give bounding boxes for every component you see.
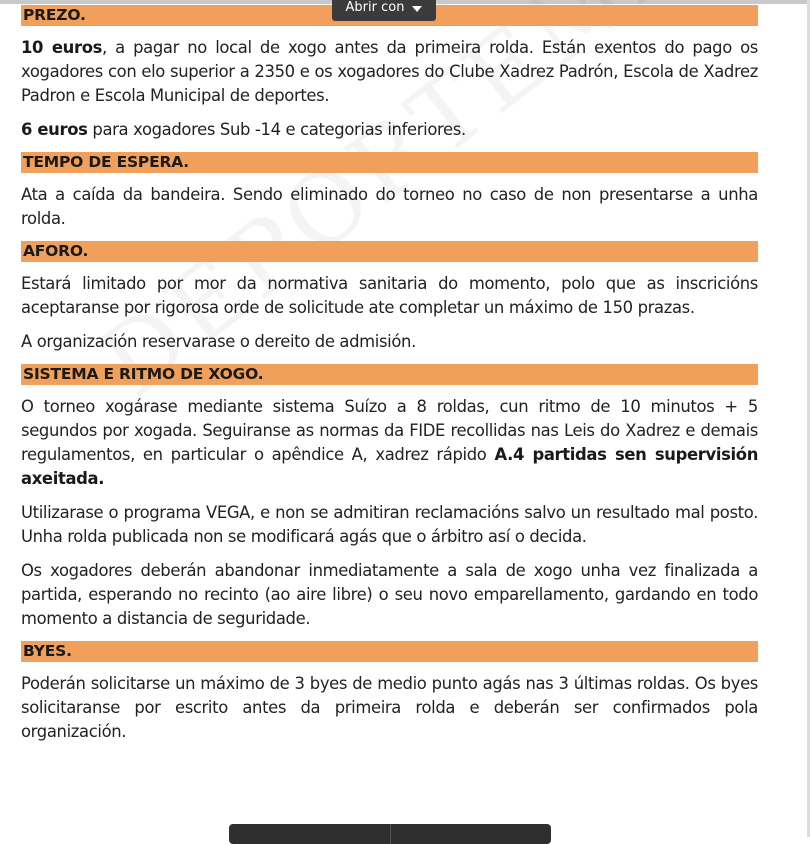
prezo-paragraph-1: [21, 36, 758, 108]
open-with-button[interactable]: [332, 0, 436, 21]
sistema-paragraph-2: Utilizarase o programa VEGA, e non se admitiran reclamacións salvo un resultado mal posto. Unha rolda publicada non se modificará agás que o árbitro así o decida.: [21, 503, 758, 546]
heading-aforo: AFORO.: [21, 241, 758, 262]
aforo-paragraph-2: A organización reservarase o dereito de admisión.: [21, 332, 416, 351]
prezo-price-junior-text: para xogadores Sub -14 e categorias inferiores.: [87, 120, 466, 139]
prezo-price-adult: 10 euros: [21, 38, 103, 57]
aforo-paragraph-1: Estará limitado por mor da normativa sanitaria do momento, polo que as inscricións aceptaranse por rigorosa orde de solicitude ate completar un máximo de 150 prazas.: [21, 274, 758, 317]
open-with-label: Abrir con: [345, 0, 405, 15]
tempo-paragraph-1: Ata a caída da bandeira. Sendo eliminado do torneo no caso de non presentarse a unha rolda.: [21, 185, 758, 228]
sistema-paragraph-1: [21, 395, 758, 491]
viewer-bottom-toolbar[interactable]: [229, 824, 551, 844]
byes-paragraph-1: Poderán solicitarse un máximo de 3 byes de medio punto agás nas 3 últimas roldas. Os byes solicitaranse por escrito antes da primeira rolda e deberán ser confirmados pola organización.: [21, 674, 758, 741]
prezo-paragraph-2: [21, 118, 758, 142]
sistema-paragraph-1-text: O torneo xogárase mediante sistema Suízo a 8 roldas, cun ritmo de 10 minutos + 5 segundos por xogada. Seguiranse as normas da FIDE recollidas nas Leis do Xadrez e demais regulamentos, en particular o apêndice A, xadrez rápido: [21, 397, 758, 464]
heading-sistema: SISTEMA E RITMO DE XOGO.: [21, 364, 758, 385]
document-content: [21, 5, 758, 754]
sistema-paragraph-1-bold: A.4 partidas sen supervisión axeitada.: [21, 445, 759, 488]
prezo-price-junior: 6 euros: [21, 120, 88, 139]
prezo-price-adult-text: , a pagar no local de xogo antes da primeira rolda. Están exentos do pago os xogadores con elo superior a 2350 e os xogadores do Clube Xadrez Padrón, Escola de Xadrez Padron e Escola Municipal de deportes.: [21, 38, 758, 105]
sistema-paragraph-3: Os xogadores deberán abandonar inmediatamente a sala de xogo unha vez finalizada a partida, esperando no recinto (ao aire libre) o seu novo emparellamento, gardando en todo momento a distancia de seguridade.: [21, 561, 758, 628]
heading-prezo: PREZO.: [21, 5, 758, 26]
heading-byes: BYES.: [21, 641, 758, 662]
heading-tempo-espera: TEMPO DE ESPERA.: [21, 152, 758, 173]
toolbar-segment-right[interactable]: [391, 824, 552, 844]
toolbar-segment-left[interactable]: [229, 824, 391, 844]
chevron-down-icon: [412, 6, 422, 12]
